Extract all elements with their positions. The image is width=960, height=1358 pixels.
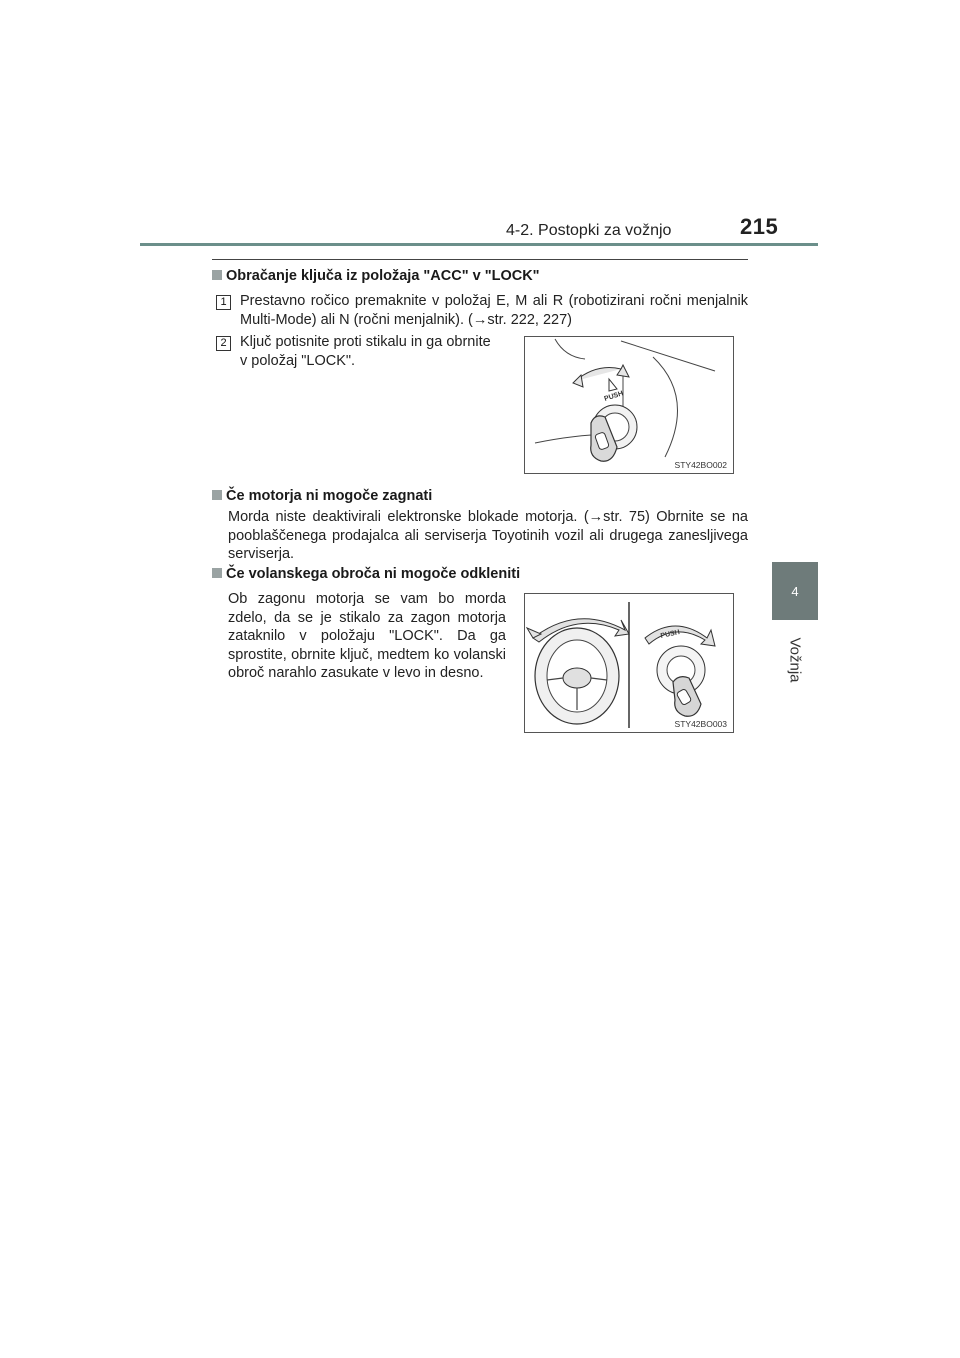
step-2-text (240, 333, 510, 370)
content-top-rule (212, 259, 748, 260)
bullet-square-icon (212, 270, 222, 280)
step-1-text: Prestavno ročico premaknite v položaj E, M ali R (robotizirani ročni menjalnik Multi-Mode) ali N (ročni menjalnik). (→str. 222, 227) (240, 293, 748, 328)
figure1-push-label: PUSH (603, 390, 625, 403)
section1-heading-text: Obračanje ključa iz položaja "ACC" v "LOCK" (226, 268, 540, 284)
chapter-label-text: Vožnja (786, 637, 804, 683)
steering-wheel-illustration (525, 594, 733, 732)
bullet-square-icon (212, 490, 222, 500)
bullet-square-icon (212, 568, 222, 578)
figure2-code: STY42BO003 (674, 719, 727, 729)
step-2-line-2: v položaj "LOCK". (240, 352, 356, 369)
section-title: 4-2. Postopki za vožnjo (506, 222, 672, 239)
chapter-label (770, 630, 820, 690)
chapter-tab (772, 562, 818, 620)
section1-heading (212, 268, 540, 284)
section3-heading (212, 566, 520, 582)
section3-heading-text: Če volanskega obroča ni mogoče odkleniti (226, 566, 521, 582)
figure-steering-unlock (524, 593, 734, 733)
figure2-push-label: PUSH (659, 629, 681, 640)
chapter-number: 4 (791, 583, 799, 599)
step-2-badge: 2 (216, 336, 231, 351)
step-2-line-1: Ključ potisnite proti stikalu in ga obrnite (240, 334, 491, 350)
section2-heading-text: Če motorja ni mogoče zagnati (226, 488, 433, 504)
header-rule (140, 243, 818, 246)
key-ignition-illustration (525, 337, 733, 473)
figure1-code: STY42BO002 (674, 460, 727, 470)
step-1-badge: 1 (216, 295, 231, 310)
figure-key-ignition (524, 336, 734, 474)
section3-text: Ob zagonu motorja se vam bo morda zdelo, da se je stikalo za zagon motorja zataknilo v položaju "LOCK". Da ga sprostite, obrnite ključ, medtem ko volanski obroč narahlo zasukate v levo in desno. (228, 591, 506, 681)
section2-text: Morda niste deaktivirali elektronske blokade motorja. (→str. 75) Obrnite se na pooblaščenega prodajalca ali serviserja Toyotinih vozil ali drugega zanesljivega serviserja. (228, 509, 748, 562)
page-number: 215 (740, 214, 779, 239)
section2-heading (212, 488, 432, 504)
